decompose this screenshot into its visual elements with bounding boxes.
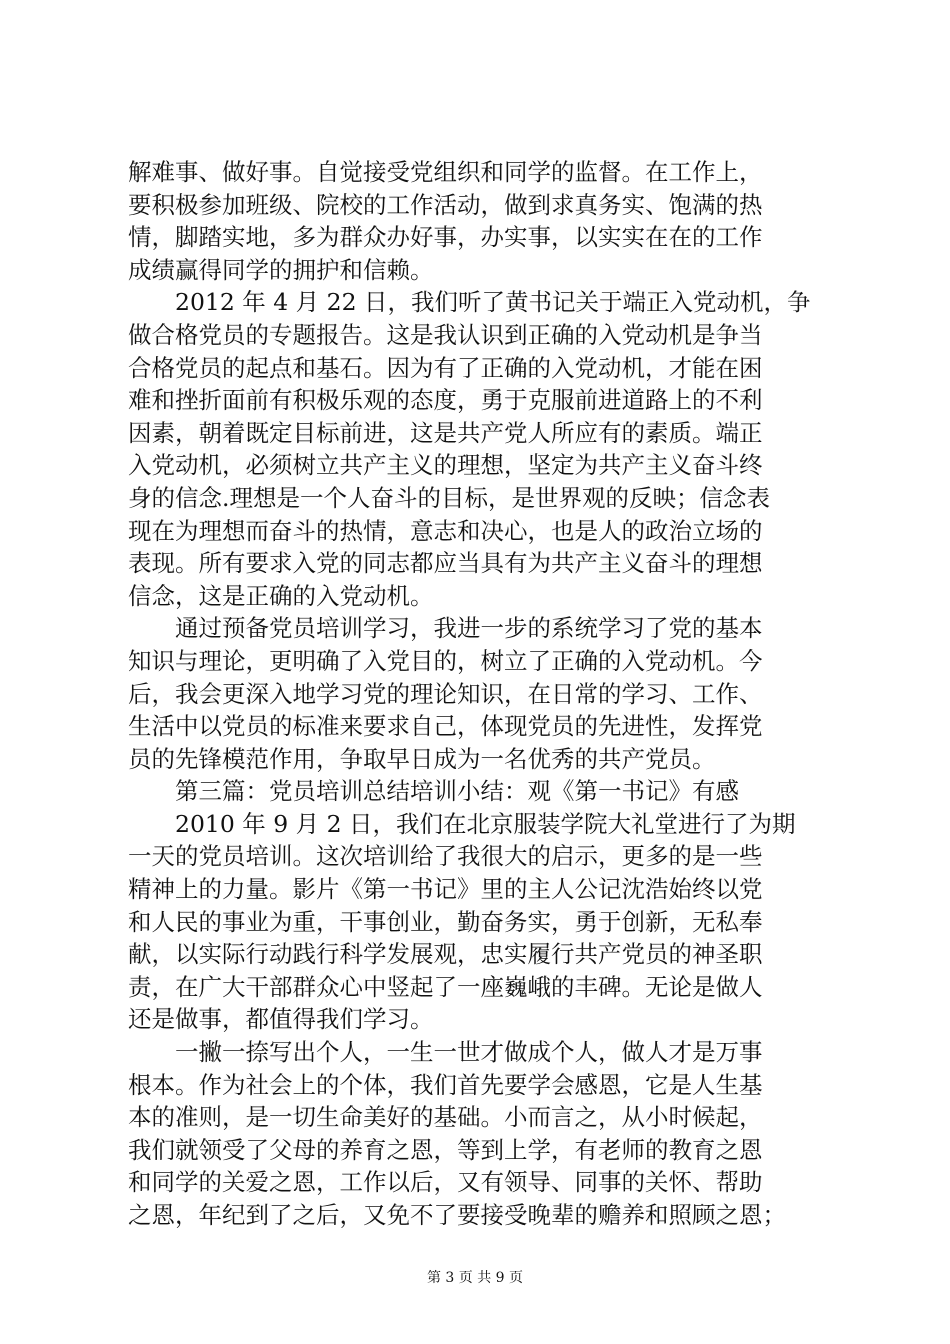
text-line: 根本。作为社会上的个体，我们首先要学会感恩，它是人生基 [128, 1070, 763, 1099]
text-line: 表现。所有要求入党的同志都应当具有为共产主义奋斗的理想 [128, 549, 763, 578]
text-line: 现在为理想而奋斗的热情，意志和决心，也是人的政治立场的 [128, 516, 763, 545]
text-line: 信念，这是正确的入党动机。 [128, 581, 434, 610]
text-line: 我们就领受了父母的养育之恩，等到上学，有老师的教育之恩 [128, 1135, 763, 1164]
text-line: 入党动机，必须树立共产主义的理想，坚定为共产主义奋斗终 [128, 451, 763, 480]
text-line: 责，在广大干部群众心中竖起了一座巍峨的丰碑。无论是做人 [128, 972, 763, 1001]
text-line: 解难事、做好事。自觉接受党组织和同学的监督。在工作上， [128, 158, 763, 186]
text-line: 本的准则，是一切生命美好的基础。小而言之，从小时候起， [128, 1103, 763, 1132]
document-body [128, 156, 848, 1232]
text-line: 献，以实际行动践行科学发展观，忠实履行共产党员的神圣职 [128, 940, 763, 969]
text-line: 还是做事，都值得我们学习。 [128, 1005, 434, 1034]
text-line: 后，我会更深入地学习党的理论知识，在日常的学习、工作、 [128, 679, 763, 708]
text-line: 做合格党员的专题报告。这是我认识到正确的入党动机是争当 [128, 320, 763, 349]
text-line: 知识与理论，更明确了入党目的，树立了正确的入党动机。今 [128, 646, 763, 675]
text-line: 因素，朝着既定目标前进，这是共产党人所应有的素质。端正 [128, 418, 763, 447]
text-line: 情，脚踏实地，多为群众办好事，办实事，以实实在在的工作 [128, 223, 763, 252]
text-line: 和人民的事业为重，干事创业，勤奋务实，勇于创新，无私奉 [128, 907, 763, 936]
text-line: 之恩，年纪到了之后，又免不了要接受晚辈的赡养和照顾之恩； [128, 1201, 786, 1229]
text-line: 精神上的力量。影片《第一书记》里的主人公记沈浩始终以党 [128, 875, 763, 904]
text-line: 一撇一捺写出个人，一生一世才做成个人，做人才是万事 [128, 1038, 763, 1067]
section-heading: 第三篇：党员培训总结培训小结：观《第一书记》有感 [128, 777, 739, 806]
text-line: 生活中以党员的标准来要求自己，体现党员的先进性，发挥党 [128, 712, 763, 741]
text-line: 成绩赢得同学的拥护和信赖。 [128, 255, 434, 284]
text-line: 合格党员的起点和基石。因为有了正确的入党动机，才能在困 [128, 353, 763, 382]
text-line: 员的先锋模范作用，争取早日成为一名优秀的共产党员。 [128, 744, 716, 773]
page-number-footer: 第 3 页 共 9 页 [426, 1270, 524, 1286]
text-line: 通过预备党员培训学习，我进一步的系统学习了党的基本 [128, 614, 763, 643]
text-line: 难和挫折面前有积极乐观的态度，勇于克服前进道路上的不利 [128, 386, 763, 415]
text-line: 2012 年 4 月 22 日，我们听了黄书记关于端正入党动机，争 [128, 288, 811, 317]
text-line: 一天的党员培训。这次培训给了我很大的启示，更多的是一些 [128, 842, 763, 871]
text-line: 身的信念.理想是一个人奋斗的目标，是世界观的反映；信念表 [128, 483, 770, 512]
text-line: 和同学的关爱之恩，工作以后，又有领导、同事的关怀、帮助 [128, 1168, 763, 1197]
text-line: 2010 年 9 月 2 日，我们在北京服装学院大礼堂进行了为期 [128, 809, 796, 838]
text-line: 要积极参加班级、院校的工作活动，做到求真务实、饱满的热 [128, 190, 763, 219]
